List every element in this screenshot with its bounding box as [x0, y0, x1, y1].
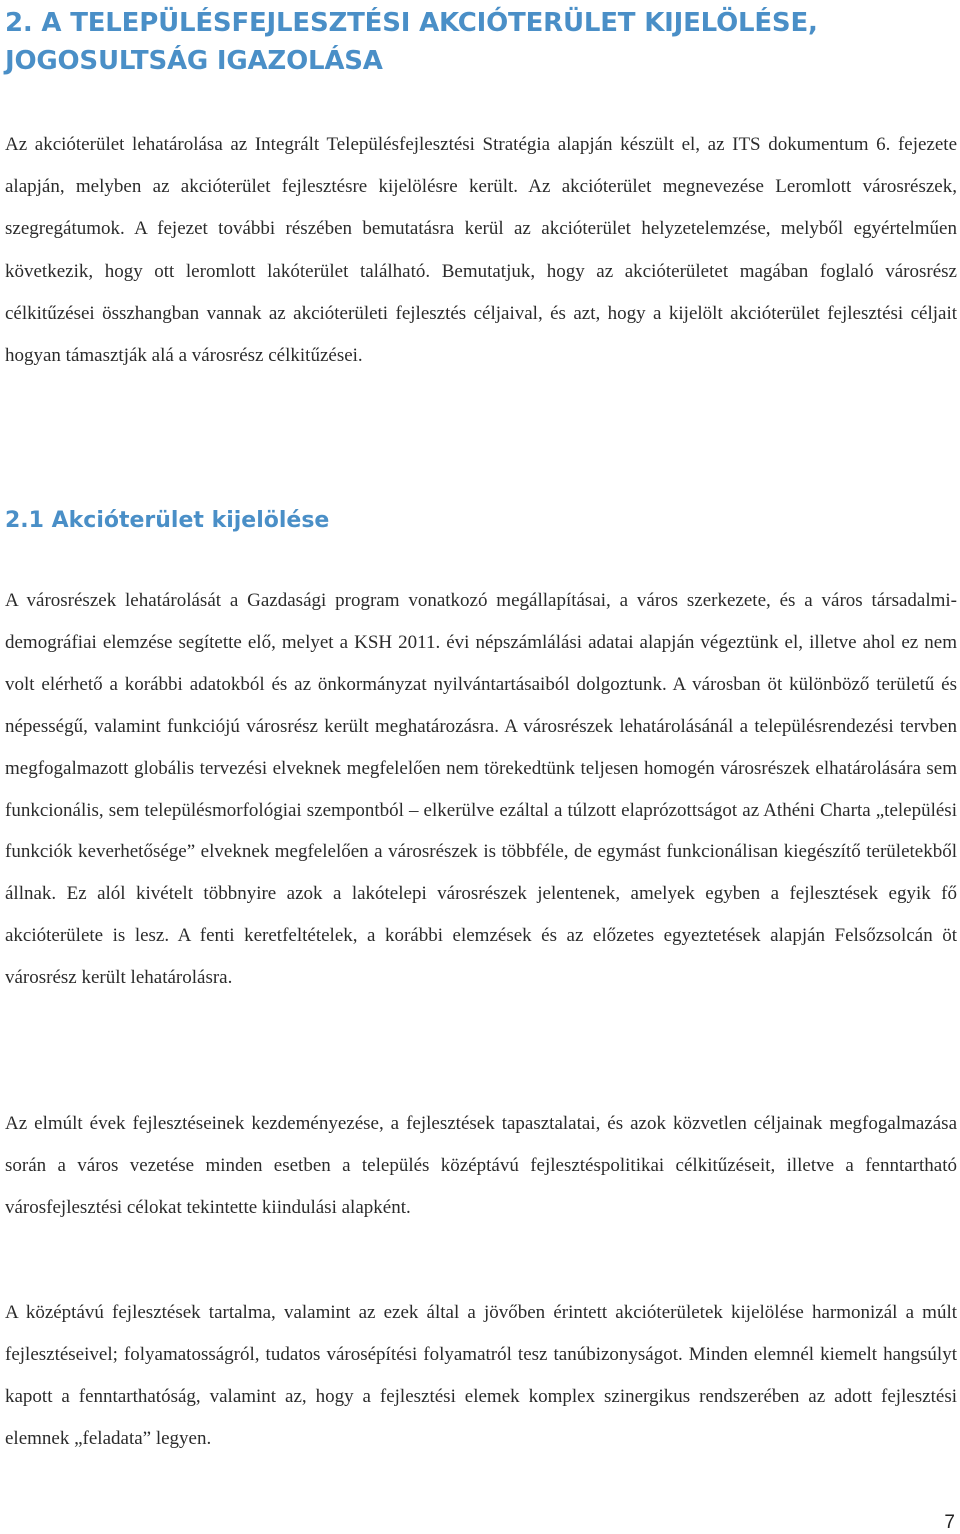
page-number: 7 [944, 1512, 955, 1533]
body-paragraph: A középtávú fejlesztések tartalma, valamint az ezek által a jövőben érintett akcióterületek kijelölése harmonizál a múlt fejlesztéseivel; folyamatosságról, tudatos városépítési folyamatról tesz tanúbizonyságot. Minden elemnél kiemelt hangsúlyt kapott a fenntarthatóság, valamint az, hogy a fejlesztési elemek komplex szinergikus rendszerében az adott fejlesztési elemnek „feladata” legyen. [5, 1302, 957, 1449]
subsection-heading: 2.1 Akcióterület kijelölése [5, 508, 330, 533]
intro-paragraph: Az akcióterület lehatárolása az Integrált Településfejlesztési Stratégia alapján készült el, az ITS dokumentum 6. fejezete alapján, melyben az akcióterület fejlesztésre kijelölésre került. Az akcióterület megnevezése Leromlott városrészek, szegregátumok. A fejezet további részében bemutatásra kerül az akcióterület helyzetelemzése, melyből egyértelműen következik, hogy ott leromlott lakóterület található. Bemutatjuk, hogy az akcióterületet magában foglaló városrész célkitűzései összhangban vannak az akcióterületi fejlesztés céljaival, és azt, hogy a kijelölt akcióterület fejlesztési céljait hogyan támasztják alá a városrész célkitűzései. [5, 134, 957, 367]
section-heading: 2. A TELEPÜLÉSFEJLESZTÉSI AKCIÓTERÜLET KIJELÖLÉSE, JOGOSULTSÁG IGAZOLÁSA [5, 8, 818, 76]
body-paragraph: Az elmúlt évek fejlesztéseinek kezdeményezése, a fejlesztések tapasztalatai, és azok közvetlen céljainak megfogalmazása során a város vezetése minden esetben a település középtávú fejlesztéspolitikai célkitűzéseit, illetve a fenntartható városfejlesztési célokat tekintette kiindulási alapként. [5, 1113, 957, 1218]
body-paragraph: A városrészek lehatárolását a Gazdasági program vonatkozó megállapításai, a város szerkezete, és a város társadalmi-demográfiai elemzése segítette elő, melyet a KSH 2011. évi népszámlálási adatai alapján végeztünk el, illetve ahol ez nem volt elérhető a korábbi adatokból és az önkormányzat nyilvántartásaiból dolgoztunk. A városban öt különböző területű és népességű, valamint funkciójú városrész került meghatározásra. A városrészek lehatárolásánál a településrendezési tervben megfogalmazott globális tervezési elveknek megfelelően nem törekedtünk teljesen homogén városrészek elhatárolására sem funkcionális, sem településmorfológiai szempontból – elkerülve ezáltal a túlzott elaprózottságot az Athéni Charta „települési funkciók keverhetősége” elveknek megfelelően a városrészek is többféle, de egymást funkcionálisan kiegészítő területekből állnak. Ez alól kivételt többnyire azok a lakótelepi városrészek jelentenek, amelyek egyben a fejlesztések egyik fő akcióterülete is lesz. A fenti keretfeltételek, a korábbi elemzések és az előzetes egyeztetések alapján Felsőzsolcán öt városrész került lehatárolásra. [5, 590, 957, 989]
